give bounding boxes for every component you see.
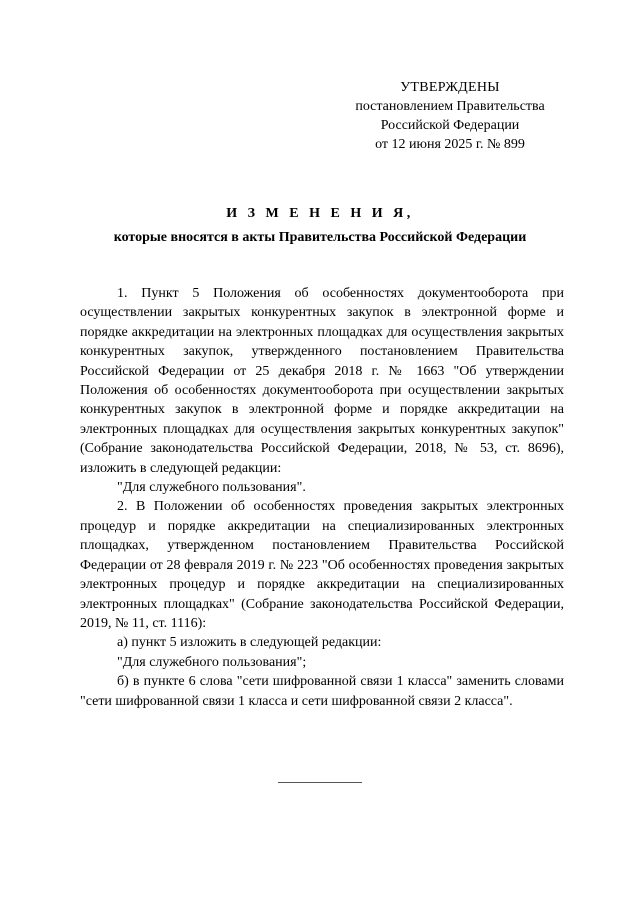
document-title: И З М Е Н Е Н И Я,	[226, 206, 414, 221]
approval-stamp	[350, 78, 550, 154]
paragraph-3: 2. В Положении об особенностях проведения закрытых электронных процедур и порядке аккредитации на специализированных электронных площадках, утвержденном постановлением Правительства Российской Федерации от 28 февраля 2019 г. № 223 "Об особенностях проведения закрытых электронных процедур и порядке аккредитации на специализированных электронных площадках" (Собрание законодательства Российской Федерации, 2019, № 11, ст. 1116):	[80, 499, 564, 631]
end-separator-line	[278, 782, 362, 783]
paragraph-4: а) пункт 5 изложить в следующей редакции:	[117, 635, 382, 651]
document-body	[80, 284, 564, 711]
paragraph-6: б) в пункте 6 слова "сети шифрованной связи 1 класса" заменить словами "сети шифрованной связи 1 класса и сети шифрованной связи 2 класса".	[80, 674, 564, 709]
approval-title: УТВЕРЖДЕНЫ	[400, 80, 500, 95]
approval-line-2: постановлением Правительства	[355, 99, 545, 114]
paragraph-1: 1. Пункт 5 Положения об особенностях документооборота при осуществлении закрытых конкурентных закупок в электронной форме и порядке аккредитации на электронных площадках для осуществления закрытых конкурентных закупок, утвержденного постановлением Правительства Российской Федерации от 25 декабря 2018 г. № 1663 "Об утверждении Положения об особенностях документооборота при осуществлении закрытых конкурентных закупок в электронной форме и порядке аккредитации на электронных площадках для осуществления закрытых конкурентных закупок" (Собрание законодательства Российской Федерации, 2018, № 53, ст. 8696), изложить в следующей редакции:	[80, 286, 564, 476]
approval-line-4: от 12 июня 2025 г. № 899	[375, 137, 525, 152]
document-subtitle: которые вносятся в акты Правительства Российской Федерации	[113, 230, 527, 245]
paragraph-5: "Для служебного пользования";	[117, 654, 307, 670]
approval-line-3: Российской Федерации	[380, 118, 520, 133]
paragraph-2: "Для служебного пользования".	[117, 480, 306, 496]
